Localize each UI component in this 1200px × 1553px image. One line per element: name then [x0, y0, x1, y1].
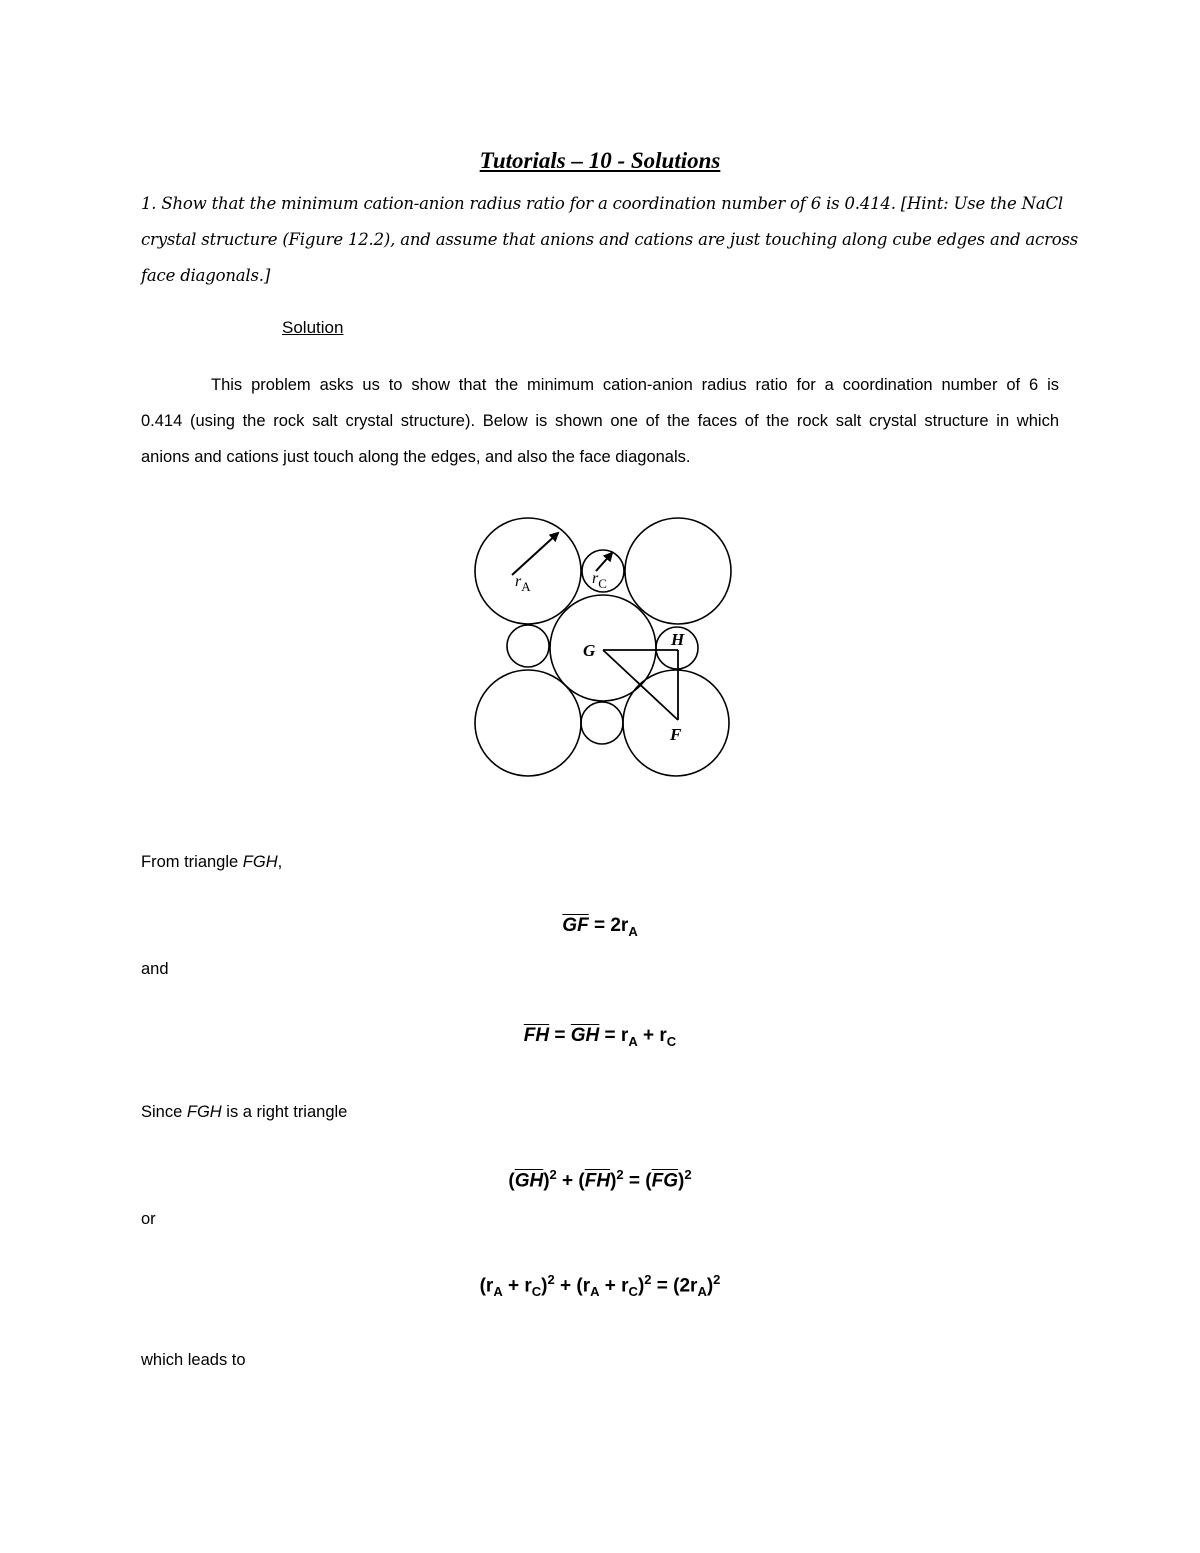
since-text: Since FGH is a right triangle	[141, 1103, 348, 1121]
label-f: F	[670, 725, 682, 744]
equation-4: $(r_A + r_C)^2 + (r_A + r_C)^2 = (2r_A)^2$	[479, 1272, 721, 1300]
equation-1: $\overline{GF} = 2r_A$	[562, 915, 638, 939]
equation-2: $\overline{FH} = \overline{GH} = r_A + r_C$	[523, 1025, 677, 1049]
anion-circle	[475, 518, 581, 624]
page-title: Tutorials – 10 - Solutions	[479, 148, 721, 173]
intro-line: anions and cations just touch along the edges, and also the face diagonals.	[141, 448, 691, 466]
cation-circle	[507, 625, 549, 667]
label-h: H	[671, 630, 685, 649]
triangle-fgh	[603, 650, 678, 720]
problem-statement	[141, 186, 1079, 294]
intro-line: 0.414 (using the rock salt crystal structure). Below is shown one of the faces of the rock salt crystal structure in which	[141, 412, 1059, 430]
solution-heading: Solution	[282, 318, 344, 337]
rock-salt-face-diagram	[460, 505, 750, 795]
radius-arrow-cation	[596, 553, 612, 571]
anion-circle	[625, 518, 731, 624]
problem-line: 1. Show that the minimum cation-anion radius ratio for a coordination number of 6 is 0.414. [Hint: Use the NaCl	[141, 194, 1063, 213]
intro-line: This problem asks us to show that the minimum cation-anion radius ratio for a coordination number of 6 is	[211, 376, 1059, 394]
or-text: or	[141, 1210, 156, 1228]
problem-line: crystal structure (Figure 12.2), and assume that anions and cations are just touching along cube edges and across	[141, 230, 1079, 249]
problem-line: face diagonals.]	[141, 266, 271, 285]
from-triangle-text: From triangle FGH,	[141, 853, 283, 871]
leads-to-text: which leads to	[141, 1351, 246, 1369]
radius-arrow-anion	[512, 533, 558, 575]
and-text: and	[141, 960, 169, 978]
label-rc: $r_C$	[592, 570, 607, 591]
label-g: G	[583, 641, 596, 660]
cation-circle	[581, 702, 623, 744]
equation-3: $(\overline{GH})^2 + (\overline{FH})^2 = (\overline{FG})^2$	[508, 1167, 692, 1192]
label-ra: $r_A$	[515, 573, 531, 594]
